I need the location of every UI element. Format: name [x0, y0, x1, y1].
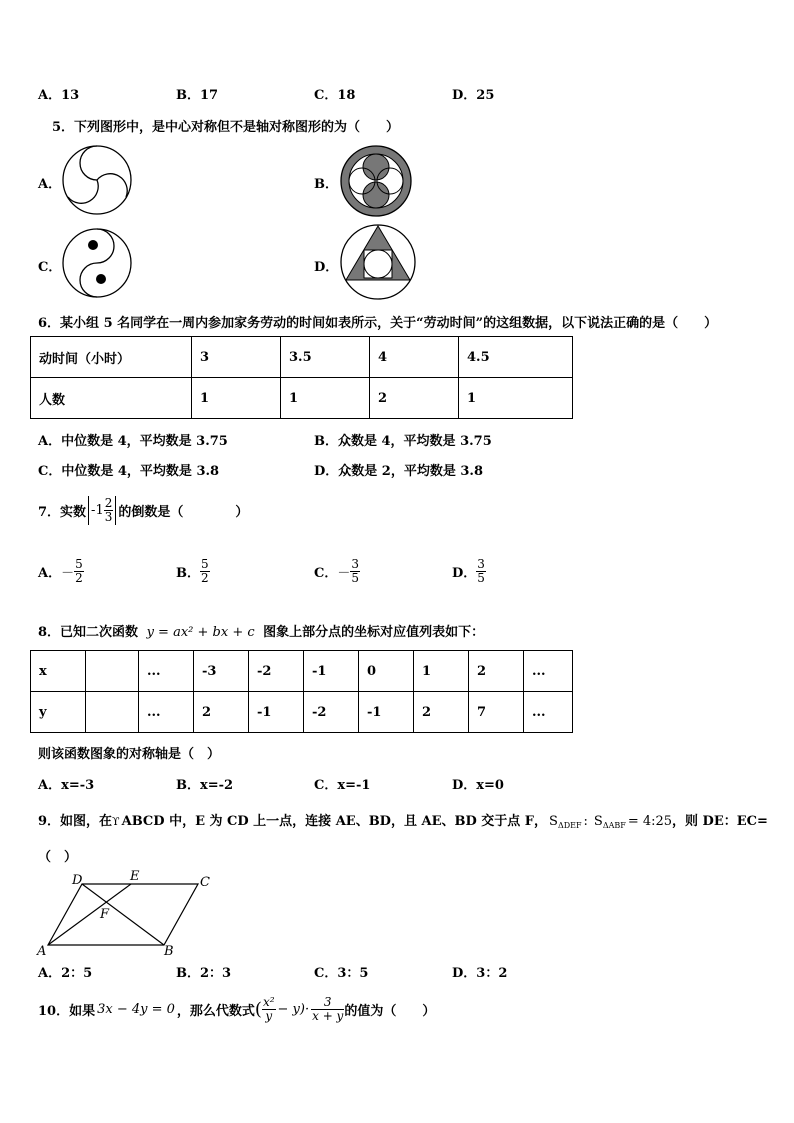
q9-s2: S — [593, 814, 603, 829]
q6-cell: 1 — [459, 378, 573, 419]
q8-cell — [86, 692, 139, 733]
q10-prefix: 10．如果 — [38, 1004, 96, 1019]
q10-frac2-den: x + y — [312, 1009, 344, 1023]
q7-fraction-b — [200, 558, 210, 585]
q7-prefix: 7．实数 — [38, 505, 87, 520]
q9-parallelogram-figure — [34, 866, 224, 958]
q7-num-a: 5 — [75, 557, 83, 571]
q8-cell: -3 — [194, 651, 249, 692]
q8-cell: -1 — [249, 692, 304, 733]
q6-cell: 人数 — [31, 378, 192, 419]
q8-cell: x — [31, 651, 86, 692]
q6-stem: 6．某小组 5 名同学在一周内参加家务劳动的时间如表所示，关于“劳动时间”的这组数据，以下说法正确的是（ ） — [38, 316, 718, 331]
q5-figure-b-flower-icon — [338, 143, 414, 219]
q8-option-d: D．x=0 — [452, 778, 504, 793]
q9-stem — [38, 810, 768, 830]
q6-table-row-count — [31, 378, 573, 419]
q9-option-d: D．3：2 — [452, 966, 508, 981]
q8-cell — [86, 651, 139, 692]
q9-s2-sub: ΔABF — [602, 821, 626, 830]
q7-stem — [38, 496, 248, 525]
q8-cell: y — [31, 692, 86, 733]
q9-option-c: C．3：5 — [314, 966, 369, 981]
q10-frac1-num: x² — [262, 995, 275, 1009]
q9-label-e: E — [130, 869, 140, 884]
q9-part1: 9．如图，在 — [38, 814, 113, 829]
q8-cell: 0 — [359, 651, 414, 692]
q5-figure-d-triangle-square-icon — [338, 222, 418, 302]
q9-option-a: A．2：5 — [38, 966, 93, 981]
q5-label-a: A． — [38, 177, 62, 192]
q5-label-d: D． — [314, 260, 339, 275]
q8-option-c: C．x=-1 — [314, 778, 371, 793]
q10-fraction-1 — [262, 996, 276, 1023]
q7-den-c: 5 — [351, 571, 360, 585]
q8-stem — [38, 621, 484, 640]
q8-cell: 7 — [469, 692, 524, 733]
q9-ratio: = 4:25 — [627, 814, 673, 829]
q9-label-b: B — [164, 944, 174, 958]
q10-fraction-2 — [311, 996, 344, 1023]
q7-den-b: 2 — [201, 571, 209, 585]
q8-prefix: 8．已知二次函数 — [38, 625, 139, 640]
q10-frac2-num: 3 — [311, 996, 344, 1010]
q7-option-b — [176, 558, 210, 585]
q7-label-b: B． — [176, 566, 200, 581]
q5-label-b: B． — [314, 177, 338, 192]
q9-s1: S — [549, 814, 558, 829]
q10-expression — [255, 996, 344, 1023]
q5-stem: 5．下列图形中，是中心对称但不是轴对称图形的为（ ） — [52, 120, 400, 135]
q9-label-a: A — [37, 944, 47, 958]
q8-suffix: 图象上部分点的坐标对应值列表如下： — [263, 625, 485, 640]
q7-label-c: C． — [314, 566, 338, 581]
q5-figure-a-triskelion-icon — [60, 143, 134, 217]
q9-part2: ABCD 中，E 为 CD 上一点，连接 AE、BD，且 AE、BD 交于点 F， — [121, 814, 548, 829]
q4-option-a: A．13 — [38, 88, 80, 103]
q8-cell: -2 — [249, 651, 304, 692]
q8-cell: ... — [524, 651, 573, 692]
q8-table-row-y — [31, 692, 573, 733]
q6-option-a: A．中位数是 4，平均数是 3.75 — [38, 434, 228, 449]
q6-cell: 3 — [192, 337, 281, 378]
q6-option-c: C．中位数是 4，平均数是 3.8 — [38, 464, 220, 479]
q5-label-c: C． — [38, 260, 62, 275]
q7-absolute-value — [88, 496, 116, 525]
q6-cell: 动时间（小时） — [31, 337, 192, 378]
q9-part3: ，则 DE：EC= — [672, 814, 768, 829]
q4-option-b: B．17 — [176, 88, 219, 103]
q8-table — [30, 650, 573, 733]
q7-abs-fraction — [104, 497, 114, 524]
q7-den-a: 2 — [75, 571, 83, 585]
q7-abs-den: 3 — [104, 510, 113, 524]
q7-option-a — [38, 558, 84, 585]
q10-paren-open: ( — [254, 999, 262, 1020]
q6-option-b: B．众数是 4，平均数是 3.75 — [314, 434, 492, 449]
q9-label-d: D — [72, 873, 83, 888]
q6-cell: 4 — [370, 337, 459, 378]
q10-suffix: 的值为（ ） — [344, 1004, 436, 1019]
q8-cell: -1 — [304, 651, 359, 692]
q7-abs-int: -1 — [91, 503, 104, 518]
q9-answer-paren: （ ） — [38, 850, 78, 865]
q7-fraction-c — [350, 558, 360, 585]
q7-sign-c: － — [337, 566, 351, 581]
q6-option-d: D．众数是 2，平均数是 3.8 — [314, 464, 483, 479]
q9-label-f: F — [100, 907, 110, 922]
q9-option-b: B．2：3 — [176, 966, 232, 981]
q9-label-c: C — [200, 875, 210, 890]
q8-cell: -2 — [304, 692, 359, 733]
q8-cell: 2 — [414, 692, 469, 733]
q9-parallelogram-symbol: ϒ — [112, 815, 120, 828]
q6-cell: 1 — [192, 378, 281, 419]
q7-fraction-d — [476, 558, 486, 585]
q9-s1-sub: ΔDEF — [557, 821, 582, 830]
q7-label-a: A． — [38, 566, 62, 581]
q8-cell: 2 — [469, 651, 524, 692]
q7-option-d — [452, 558, 486, 585]
q7-num-b: 5 — [201, 557, 209, 571]
q9-colon: : — [583, 814, 588, 829]
q9-area-ratio — [549, 814, 672, 830]
q8-option-b: B．x=-2 — [176, 778, 234, 793]
q6-cell: 3.5 — [281, 337, 370, 378]
q8-cell: -1 — [359, 692, 414, 733]
q6-cell: 2 — [370, 378, 459, 419]
q7-abs-num: 2 — [104, 496, 113, 510]
q10-stem — [38, 996, 435, 1023]
q6-cell: 1 — [281, 378, 370, 419]
q7-option-c — [314, 558, 360, 585]
q7-num-d: 3 — [477, 557, 485, 571]
q7-label-d: D． — [452, 566, 477, 581]
q6-cell: 4.5 — [459, 337, 573, 378]
q8-option-a: A．x=-3 — [38, 778, 95, 793]
q4-option-c: C．18 — [314, 88, 356, 103]
q8-cell: 1 — [414, 651, 469, 692]
q7-den-d: 5 — [477, 571, 485, 585]
q7-sign-a: － — [61, 566, 75, 581]
q8-cell: ... — [139, 651, 194, 692]
q7-num-c: 3 — [351, 557, 360, 571]
q5-figure-c-yinyang-icon — [60, 226, 134, 300]
q8-followup: 则该函数图象的对称轴是（ ） — [38, 747, 221, 762]
q7-fraction-a — [74, 558, 84, 585]
q7-suffix: 的倒数是（ ） — [118, 505, 249, 520]
q10-minus-y: − y)· — [277, 1002, 310, 1017]
q8-table-row-x — [31, 651, 573, 692]
q8-cell: ... — [524, 692, 573, 733]
q8-formula: y = ax² + bx + c — [146, 625, 255, 640]
q6-table — [30, 336, 573, 419]
q4-option-d: D．25 — [452, 88, 495, 103]
q10-frac1-den: y — [265, 1009, 273, 1023]
q6-table-row-hours — [31, 337, 573, 378]
q8-cell: ... — [139, 692, 194, 733]
q10-mid: ，那么代数式 — [176, 1004, 255, 1019]
q10-condition: 3x − 4y = 0 — [97, 1002, 175, 1017]
q8-cell: 2 — [194, 692, 249, 733]
